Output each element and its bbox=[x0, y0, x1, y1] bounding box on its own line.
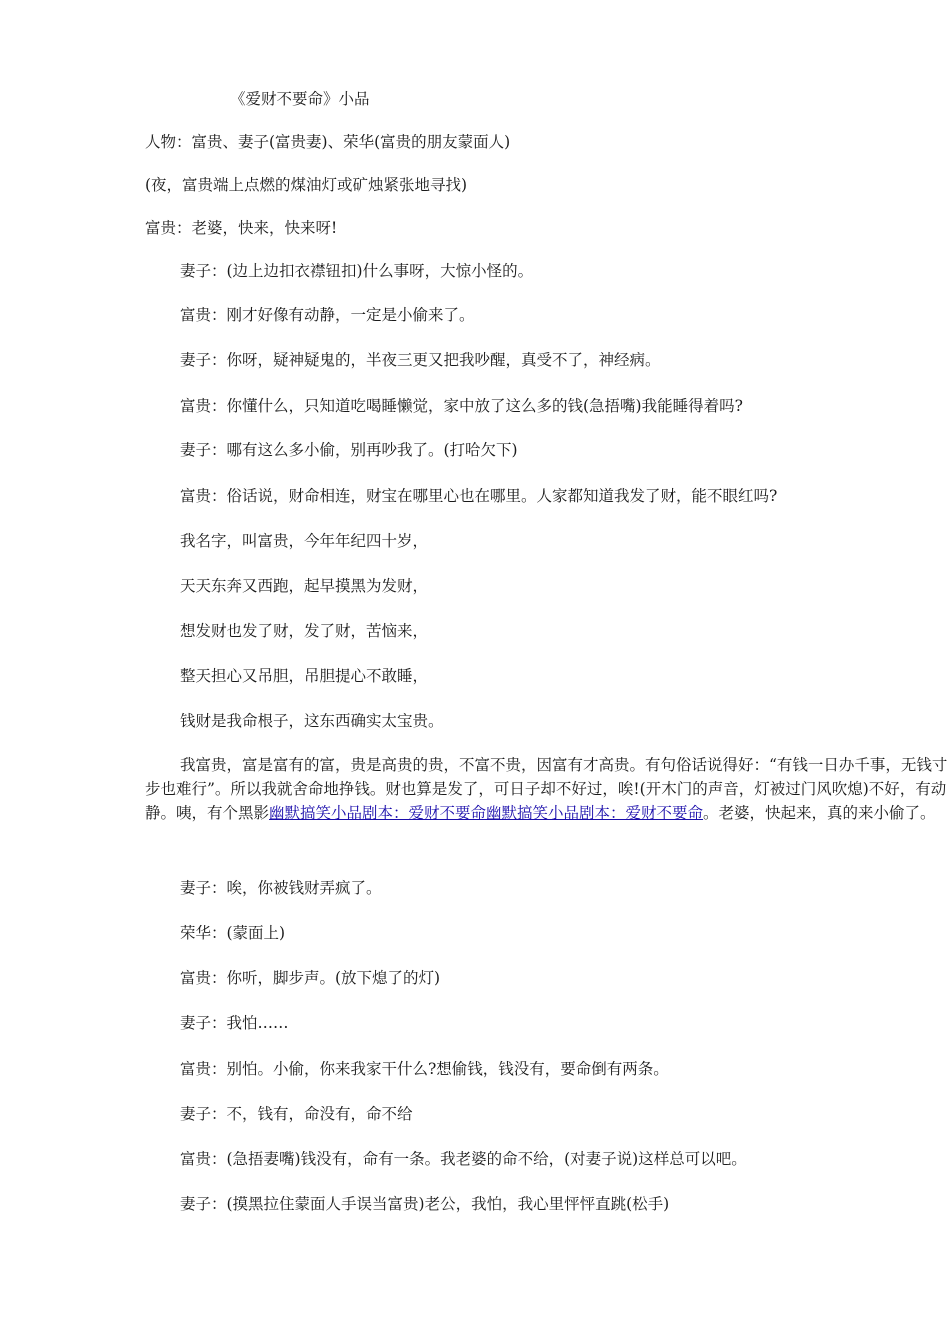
dialogue-line: 富贵：(急捂妻嘴)钱没有，命有一条。我老婆的命不给，(对妻子说)这样总可以吧。 bbox=[180, 1150, 747, 1168]
verse-line: 整天担心又吊胆，吊胆提心不敢睡， bbox=[180, 667, 429, 685]
monologue-paragraph bbox=[145, 753, 950, 825]
dialogue-line: 富贵：你懂什么，只知道吃喝睡懒觉，家中放了这么多的钱(急捂嘴)我能睡得着吗? bbox=[180, 397, 743, 415]
article-link[interactable]: 幽默搞笑小品剧本：爱财不要命幽默搞笑小品剧本：爱财不要命 bbox=[269, 804, 704, 822]
verse-line: 钱财是我命根子，这东西确实太宝贵。 bbox=[180, 712, 444, 730]
dialogue-line: 富贵：你听，脚步声。(放下熄了的灯) bbox=[180, 969, 441, 987]
dialogue-line: 富贵：老婆，快来，快来呀! bbox=[145, 219, 338, 237]
dialogue-line: 妻子：(摸黑拉住蒙面人手误当富贵)老公，我怕，我心里怦怦直跳(松手) bbox=[180, 1195, 670, 1213]
dialogue-line: 妻子：哪有这么多小偷，别再吵我了。(打哈欠下) bbox=[180, 441, 518, 459]
verse-line: 我名字，叫富贵，今年年纪四十岁， bbox=[180, 532, 429, 550]
stage-direction-line: 荣华：(蒙面上) bbox=[180, 924, 286, 942]
character-list: 人物：富贵、妻子(富贵妻)、荣华(富贵的朋友蒙面人) bbox=[145, 133, 511, 151]
paragraph-text: 我富贵，富是富有的富，贵是高贵的贵，不富不贵，因富有才高贵。有句俗话说得好：“有钱一日办千事，无钱寸步也难行”。所以我就舍命地挣钱。财也算是发了，可日子却不好过，唉!(开木门的声音，灯被过门风吹熄)不好，有动静。咦，有个黑影 bbox=[145, 756, 948, 822]
document-title: 《爱财不要命》小品 bbox=[230, 90, 370, 108]
scene-direction: (夜，富贵端上点燃的煤油灯或矿烛紧张地寻找) bbox=[145, 176, 468, 194]
dialogue-line: 妻子：(边上边扣衣襟钮扣)什么事呀，大惊小怪的。 bbox=[180, 262, 534, 280]
dialogue-line: 妻子：不，钱有，命没有，命不给 bbox=[180, 1105, 413, 1123]
verse-line: 天天东奔又西跑，起早摸黑为发财， bbox=[180, 577, 429, 595]
paragraph-text: 。老婆，快起来，真的来小偷了。 bbox=[703, 804, 936, 822]
dialogue-line: 妻子：唉，你被钱财弄疯了。 bbox=[180, 879, 382, 897]
dialogue-line: 富贵：刚才好像有动静，一定是小偷来了。 bbox=[180, 306, 475, 324]
dialogue-line: 富贵：俗话说，财命相连，财宝在哪里心也在哪里。人家都知道我发了财，能不眼红吗? bbox=[180, 487, 778, 505]
dialogue-line: 富贵：别怕。小偷，你来我家干什么?想偷钱，钱没有，要命倒有两条。 bbox=[180, 1060, 669, 1078]
dialogue-line: 妻子：我怕…… bbox=[180, 1014, 289, 1032]
verse-line: 想发财也发了财，发了财，苦恼来， bbox=[180, 622, 429, 640]
dialogue-line: 妻子：你呀，疑神疑鬼的，半夜三更又把我吵醒，真受不了，神经病。 bbox=[180, 351, 661, 369]
